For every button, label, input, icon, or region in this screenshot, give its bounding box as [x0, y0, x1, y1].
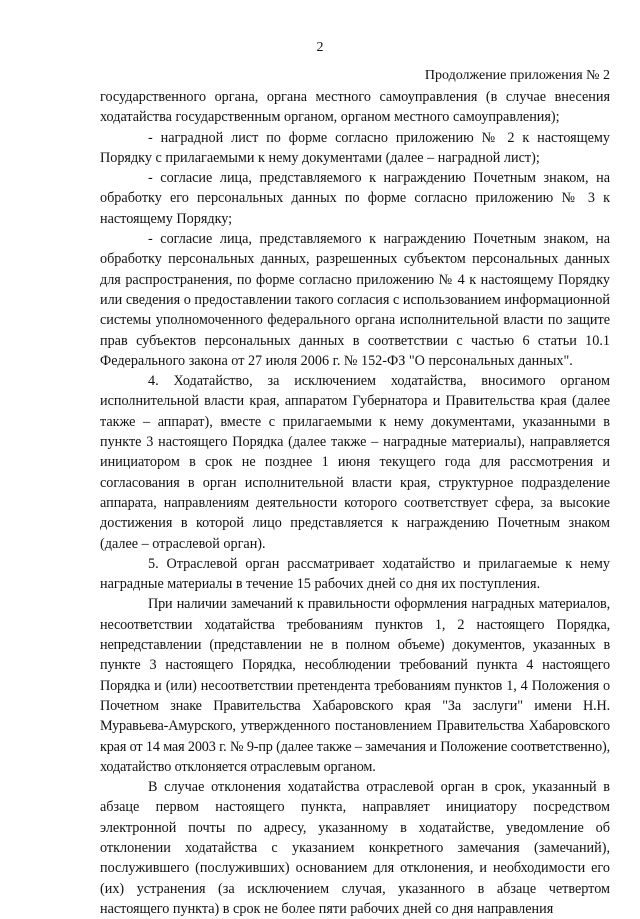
paragraph-consent-processing: - согласие лица, представляемого к награждению Почетным знаком, на обработку его персональных данных по форме согласно приложению № 3 к настоящему Порядку;	[100, 170, 610, 227]
paragraph-authority-clause: государственного органа, органа местного самоуправления (в случае внесения ходатайства государственным органом, органом местного самоуправления);	[100, 89, 610, 126]
paragraph-item-4: 4. Ходатайство, за исключением ходатайства, вносимого органом исполнительной власти края, аппаратом Губернатора и Правительства края (далее также – аппарат), вместе с прилагаемыми к нему документами, указанными в пункте 3 настоящего Порядка (далее также – наградные материалы), направляется инициатором в срок не позднее 1 июня текущего года для рассмотрения и согласования в орган исполнительной власти края, структурное подразделение аппарата, направлениям деятельности которого соответствует сфера, за высокие достижения в которой лицо представляется к награждению Почетным знаком (далее – отраслевой орган).	[100, 373, 610, 552]
paragraph-item-5: 5. Отраслевой орган рассматривает ходатайство и прилагаемые к нему наградные материалы в течение 15 рабочих дней со дня их поступления.	[100, 555, 610, 593]
paragraph-remarks: При наличии замечаний к правильности оформления наградных материалов, несоответствии ходатайства требованиям пунктов 1, 2 настоящего Порядка, непредставлении (представлении не в полном объеме) документов, указанных в пункте 3 настоящего Порядка, несоблюдении требований пункта 4 настоящего Порядка и (или) несоответствии претендента требованиям пунктов 1, 4 Положения о Почетном знаке Правительства Хабаровского края "За заслуги" имени Н.Н. Муравьева-Амурского, утвержденного постановлением Правительства Хабаровского края от 14 мая 2003 г. № 9-пр (далее также – замечания и Положение соответственно), ходатайство отклоняется отраслевым органом.	[100, 596, 610, 775]
document-body	[100, 87, 610, 919]
page-number: 2	[316, 40, 324, 55]
paragraph-rejection: В случае отклонения ходатайства отраслевой орган в срок, указанный в абзаце первом настоящего пункта, направляет инициатору посредством электронной почты по адресу, указанному в ходатайстве, уведомление об отклонении ходатайства с указанием конкретного замечания (замечаний), послужившего (послуживших) основанием для отклонения, и необходимости его (их) устранения (за исключением случая, указанного в абзаце четвертом настоящего пункта) в срок не более пяти рабочих дней со дня направления	[100, 779, 610, 917]
paragraph-award-sheet: - наградной лист по форме согласно приложению № 2 к настоящему Порядку с прилагаемыми к нему документами (далее – наградной лист);	[100, 129, 610, 166]
appendix-continuation-note: Продолжение приложения № 2	[424, 68, 610, 83]
paragraph-consent-distribution: - согласие лица, представляемого к награждению Почетным знаком, на обработку персональных данных, разрешенных субъектом персональных данных для распространения, по форме согласно приложению № 4 к настоящему Порядку или сведения о предоставлении такого согласия с использованием информационной системы уполномоченного федерального органа исполнительной власти по защите прав субъектов персональных данных в соответствии с частью 6 статьи 10.1 Федерального закона от 27 июля 2006 г. № 152-ФЗ "О персональных данных".	[100, 231, 610, 369]
